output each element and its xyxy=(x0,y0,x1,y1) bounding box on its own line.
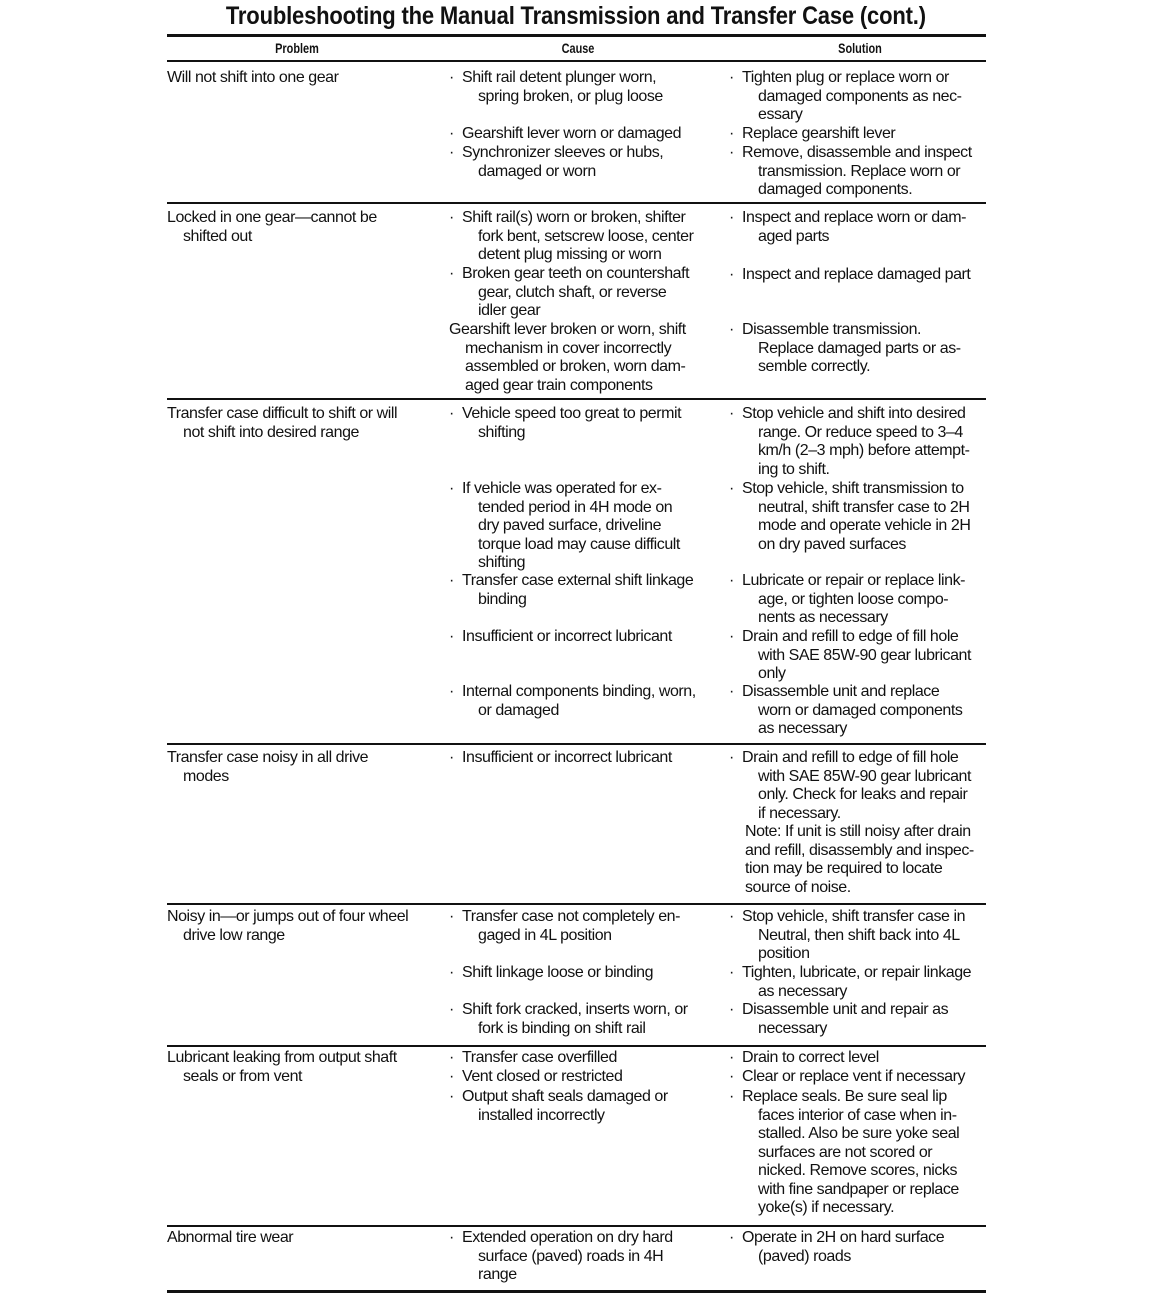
text-line: torque load may cause difficult xyxy=(478,535,680,553)
text-line: Insufficient or incorrect lubricant xyxy=(462,628,672,645)
text-line: Disassemble transmission. xyxy=(742,321,922,338)
text-line: Vent closed or restricted xyxy=(462,1068,623,1085)
cause-item xyxy=(449,321,686,395)
text-line: only xyxy=(758,665,786,682)
text-line: damaged components. xyxy=(758,181,913,198)
text-line: not shift into desired range xyxy=(183,423,359,441)
top-rule xyxy=(167,34,986,37)
header-solution: Solution xyxy=(838,40,882,56)
text-line: as necessary xyxy=(758,982,847,1000)
row-divider xyxy=(167,202,986,204)
bullet-icon: · xyxy=(729,749,735,766)
text-line: range. Or reduce speed to 3–4 xyxy=(758,423,963,441)
solution-item xyxy=(742,749,971,823)
text-line: position xyxy=(758,945,810,962)
text-line: and refill, disassembly and inspec- xyxy=(745,841,974,859)
text-line: only. Check for leaks and repair xyxy=(758,786,968,803)
text-line: gaged in 4L position xyxy=(478,926,612,944)
text-line: Drain and refill to edge of fill hole xyxy=(742,749,959,766)
text-line: idler gear xyxy=(478,302,541,319)
cause-item xyxy=(462,908,680,945)
text-line: Stop vehicle, shift transmission to xyxy=(742,480,964,497)
solution-item xyxy=(742,1068,965,1087)
text-line: Insufficient or incorrect lubricant xyxy=(462,749,672,766)
bullet-icon: · xyxy=(449,480,455,497)
text-line: binding xyxy=(478,590,527,608)
text-line: nicked. Remove scores, nicks xyxy=(758,1162,958,1179)
bullet-icon: · xyxy=(729,125,735,142)
problem-cell xyxy=(167,69,339,88)
text-line: Tighten plug or replace worn or xyxy=(742,69,949,86)
bullet-icon: · xyxy=(449,1049,455,1066)
text-line: Inspect and replace damaged part xyxy=(742,266,971,283)
header-cause: Cause xyxy=(561,40,595,56)
solution-item xyxy=(742,964,971,1001)
bullet-icon: · xyxy=(729,1088,735,1105)
text-line: Lubricant leaking from output shaft xyxy=(167,1049,397,1066)
text-line: seals or from vent xyxy=(183,1067,303,1085)
text-line: Extended operation on dry hard xyxy=(462,1229,673,1246)
text-line: installed incorrectly xyxy=(478,1106,605,1124)
text-line: aged gear train components xyxy=(465,376,653,394)
text-line: shifting xyxy=(478,423,526,441)
text-line: Stop vehicle, shift transfer case in xyxy=(742,908,966,925)
text-line: aged parts xyxy=(758,227,830,245)
bullet-icon: · xyxy=(729,144,735,161)
text-line: Replace gearshift lever xyxy=(742,125,896,142)
bullet-icon: · xyxy=(729,1001,735,1018)
text-line: mechanism in cover incorrectly xyxy=(465,339,672,357)
text-line: Lubricate or repair or replace link- xyxy=(742,572,966,589)
text-line: as necessary xyxy=(758,720,847,737)
text-line: shifting xyxy=(478,554,526,571)
bullet-icon: · xyxy=(449,69,455,86)
text-line: Note: If unit is still noisy after drain xyxy=(745,823,971,840)
text-line: neutral, shift transfer case to 2H xyxy=(758,498,970,516)
problem-cell xyxy=(167,209,377,246)
text-line: Broken gear teeth on countershaft xyxy=(462,265,690,282)
text-line: Inspect and replace worn or dam- xyxy=(742,209,966,226)
text-line: or damaged xyxy=(478,701,559,719)
cause-item xyxy=(462,265,689,321)
header-rule xyxy=(167,60,986,62)
row-divider xyxy=(167,903,986,905)
text-line: Output shaft seals damaged or xyxy=(462,1088,668,1105)
solution-item xyxy=(742,321,961,377)
text-line: age, or tighten loose compo- xyxy=(758,590,949,608)
text-line: Transfer case difficult to shift or will xyxy=(167,405,398,422)
bullet-icon: · xyxy=(449,628,455,645)
cause-item xyxy=(462,1001,688,1038)
bullet-icon: · xyxy=(449,125,455,142)
text-line: Vehicle speed too great to permit xyxy=(462,405,682,422)
text-line: Transfer case overfilled xyxy=(462,1049,617,1066)
cause-item xyxy=(462,480,680,573)
text-line: Shift rail detent plunger worn, xyxy=(462,69,657,86)
text-line: dry paved surface, driveline xyxy=(478,517,662,534)
cause-item xyxy=(462,209,693,265)
cause-item xyxy=(462,1049,617,1068)
text-line: stalled. Also be sure yoke seal xyxy=(758,1125,960,1142)
text-line: Replace damaged parts or as- xyxy=(758,339,961,357)
text-line: Transfer case external shift linkage xyxy=(462,572,694,589)
text-line: with SAE 85W-90 gear lubricant xyxy=(758,646,971,664)
text-line: detent plug missing or worn xyxy=(478,246,662,263)
text-line: Shift fork cracked, inserts worn, or xyxy=(462,1001,688,1018)
text-line: spring broken, or plug loose xyxy=(478,87,663,105)
text-line: range xyxy=(478,1266,517,1283)
header-problem: Problem xyxy=(275,40,319,56)
text-line: Disassemble unit and repair as xyxy=(742,1001,949,1018)
bullet-icon: · xyxy=(729,964,735,981)
problem-cell xyxy=(167,1229,293,1248)
bullet-icon: · xyxy=(729,321,735,338)
bullet-icon: · xyxy=(449,964,455,981)
solution-item xyxy=(742,209,966,246)
solution-item xyxy=(742,1088,959,1218)
problem-cell xyxy=(167,405,397,442)
text-line: Clear or replace vent if necessary xyxy=(742,1068,966,1085)
text-line: with fine sandpaper or replace xyxy=(758,1180,959,1198)
bullet-icon: · xyxy=(729,266,735,283)
bullet-icon: · xyxy=(729,908,735,925)
text-line: Gearshift lever broken or worn, shift xyxy=(449,321,686,338)
cause-item xyxy=(462,1229,673,1285)
bullet-icon: · xyxy=(449,1229,455,1246)
text-line: necessary xyxy=(758,1019,827,1037)
cause-item xyxy=(462,69,663,106)
cause-item xyxy=(462,572,693,609)
cause-item xyxy=(462,1068,622,1087)
bullet-icon: · xyxy=(729,480,735,497)
text-line: (paved) roads xyxy=(758,1247,851,1265)
text-line: essary xyxy=(758,106,803,123)
text-line: with SAE 85W-90 gear lubricant xyxy=(758,767,971,785)
text-line: shifted out xyxy=(183,227,252,245)
cause-item xyxy=(462,628,672,647)
bullet-icon: · xyxy=(729,1229,735,1246)
bullet-icon: · xyxy=(449,405,455,422)
row-divider xyxy=(167,743,986,745)
text-line: assembled or broken, worn dam- xyxy=(465,358,686,375)
solution-item xyxy=(742,908,965,964)
text-line: surfaces are not scored or xyxy=(758,1143,933,1161)
text-line: km/h (2–3 mph) before attempt- xyxy=(758,442,970,459)
bullet-icon: · xyxy=(729,572,735,589)
solution-item xyxy=(742,628,971,684)
bullet-icon: · xyxy=(449,1001,455,1018)
bullet-icon: · xyxy=(729,405,735,422)
cause-item xyxy=(462,405,681,442)
text-line: Abnormal tire wear xyxy=(167,1229,294,1246)
text-line: mode and operate vehicle in 2H xyxy=(758,517,971,534)
text-line: tended period in 4H mode on xyxy=(478,498,673,516)
text-line: on dry paved surfaces xyxy=(758,535,906,553)
bullet-icon: · xyxy=(449,683,455,700)
text-line: Locked in one gear—cannot be xyxy=(167,209,377,226)
text-line: If vehicle was operated for ex- xyxy=(462,480,662,497)
bullet-icon: · xyxy=(729,69,735,86)
solution-item xyxy=(745,823,974,897)
bullet-icon: · xyxy=(449,572,455,589)
bullet-icon: · xyxy=(729,1049,735,1066)
solution-item xyxy=(742,480,970,554)
text-line: Gearshift lever worn or damaged xyxy=(462,125,682,142)
solution-item xyxy=(742,144,972,200)
bullet-icon: · xyxy=(449,265,455,282)
text-line: Disassemble unit and replace xyxy=(742,683,940,700)
text-line: modes xyxy=(183,767,229,785)
text-line: Shift rail(s) worn or broken, shifter xyxy=(462,209,686,226)
cause-item xyxy=(462,683,696,720)
text-line: faces interior of case when in- xyxy=(758,1106,957,1124)
cause-item xyxy=(462,125,681,144)
text-line: Noisy in—or jumps out of four wheel xyxy=(167,908,409,925)
text-line: fork is binding on shift rail xyxy=(478,1019,646,1037)
text-line: nents as necessary xyxy=(758,609,888,626)
bullet-icon: · xyxy=(449,1088,455,1105)
text-line: Neutral, then shift back into 4L xyxy=(758,926,960,944)
bottom-rule xyxy=(167,1290,986,1293)
text-line: damaged or worn xyxy=(478,162,596,180)
solution-item xyxy=(742,125,895,144)
problem-cell xyxy=(167,908,408,945)
text-line: Drain and refill to edge of fill hole xyxy=(742,628,959,645)
solution-item xyxy=(742,1001,948,1038)
text-line: Remove, disassemble and inspect xyxy=(742,144,972,161)
text-line: damaged components as nec- xyxy=(758,87,962,105)
text-line: Replace seals. Be sure seal lip xyxy=(742,1088,947,1105)
solution-item xyxy=(742,266,970,285)
text-line: if necessary. xyxy=(758,804,841,822)
text-line: Synchronizer sleeves or hubs, xyxy=(462,144,664,161)
text-line: Will not shift into one gear xyxy=(167,69,339,86)
page-title: Troubleshooting the Manual Transmission and Transfer Case (cont.) xyxy=(225,2,926,30)
cause-item xyxy=(462,144,663,181)
solution-item xyxy=(742,69,962,125)
solution-item xyxy=(742,1229,944,1266)
solution-item xyxy=(742,683,962,739)
solution-item xyxy=(742,572,965,628)
text-line: ing to shift. xyxy=(758,460,830,478)
bullet-icon: · xyxy=(449,908,455,925)
row-divider xyxy=(167,398,986,400)
text-line: Tighten, lubricate, or repair linkage xyxy=(742,964,972,981)
text-line: Transfer case noisy in all drive xyxy=(167,749,369,766)
text-line: Drain to correct level xyxy=(742,1049,879,1066)
text-line: Operate in 2H on hard surface xyxy=(742,1229,945,1246)
bullet-icon: · xyxy=(449,209,455,226)
row-divider xyxy=(167,1225,986,1227)
text-line: gear, clutch shaft, or reverse xyxy=(478,283,667,301)
text-line: surface (paved) roads in 4H xyxy=(478,1247,664,1265)
text-line: Shift linkage loose or binding xyxy=(462,964,654,981)
text-line: Internal components binding, worn, xyxy=(462,683,696,700)
text-line: transmission. Replace worn or xyxy=(758,162,961,180)
solution-item xyxy=(742,1049,879,1068)
problem-cell xyxy=(167,1049,397,1086)
cause-item xyxy=(462,964,653,983)
text-line: source of noise. xyxy=(745,878,851,896)
text-line: Transfer case not completely en- xyxy=(462,908,680,925)
text-line: yoke(s) if necessary. xyxy=(758,1199,895,1216)
row-divider xyxy=(167,1045,986,1047)
text-line: drive low range xyxy=(183,926,285,944)
bullet-icon: · xyxy=(729,628,735,645)
problem-cell xyxy=(167,749,368,786)
text-line: Stop vehicle and shift into desired xyxy=(742,405,966,422)
bullet-icon: · xyxy=(449,144,455,161)
text-line: worn or damaged components xyxy=(758,701,963,719)
text-line: fork bent, setscrew loose, center xyxy=(478,227,694,245)
text-line: semble correctly. xyxy=(758,358,871,375)
text-line: tion may be required to locate xyxy=(745,860,943,877)
solution-item xyxy=(742,405,970,479)
bullet-icon: · xyxy=(449,749,455,766)
cause-item xyxy=(462,749,672,768)
bullet-icon: · xyxy=(449,1068,455,1085)
cause-item xyxy=(462,1088,668,1125)
bullet-icon: · xyxy=(729,683,735,700)
bullet-icon: · xyxy=(729,1068,735,1085)
bullet-icon: · xyxy=(729,209,735,226)
